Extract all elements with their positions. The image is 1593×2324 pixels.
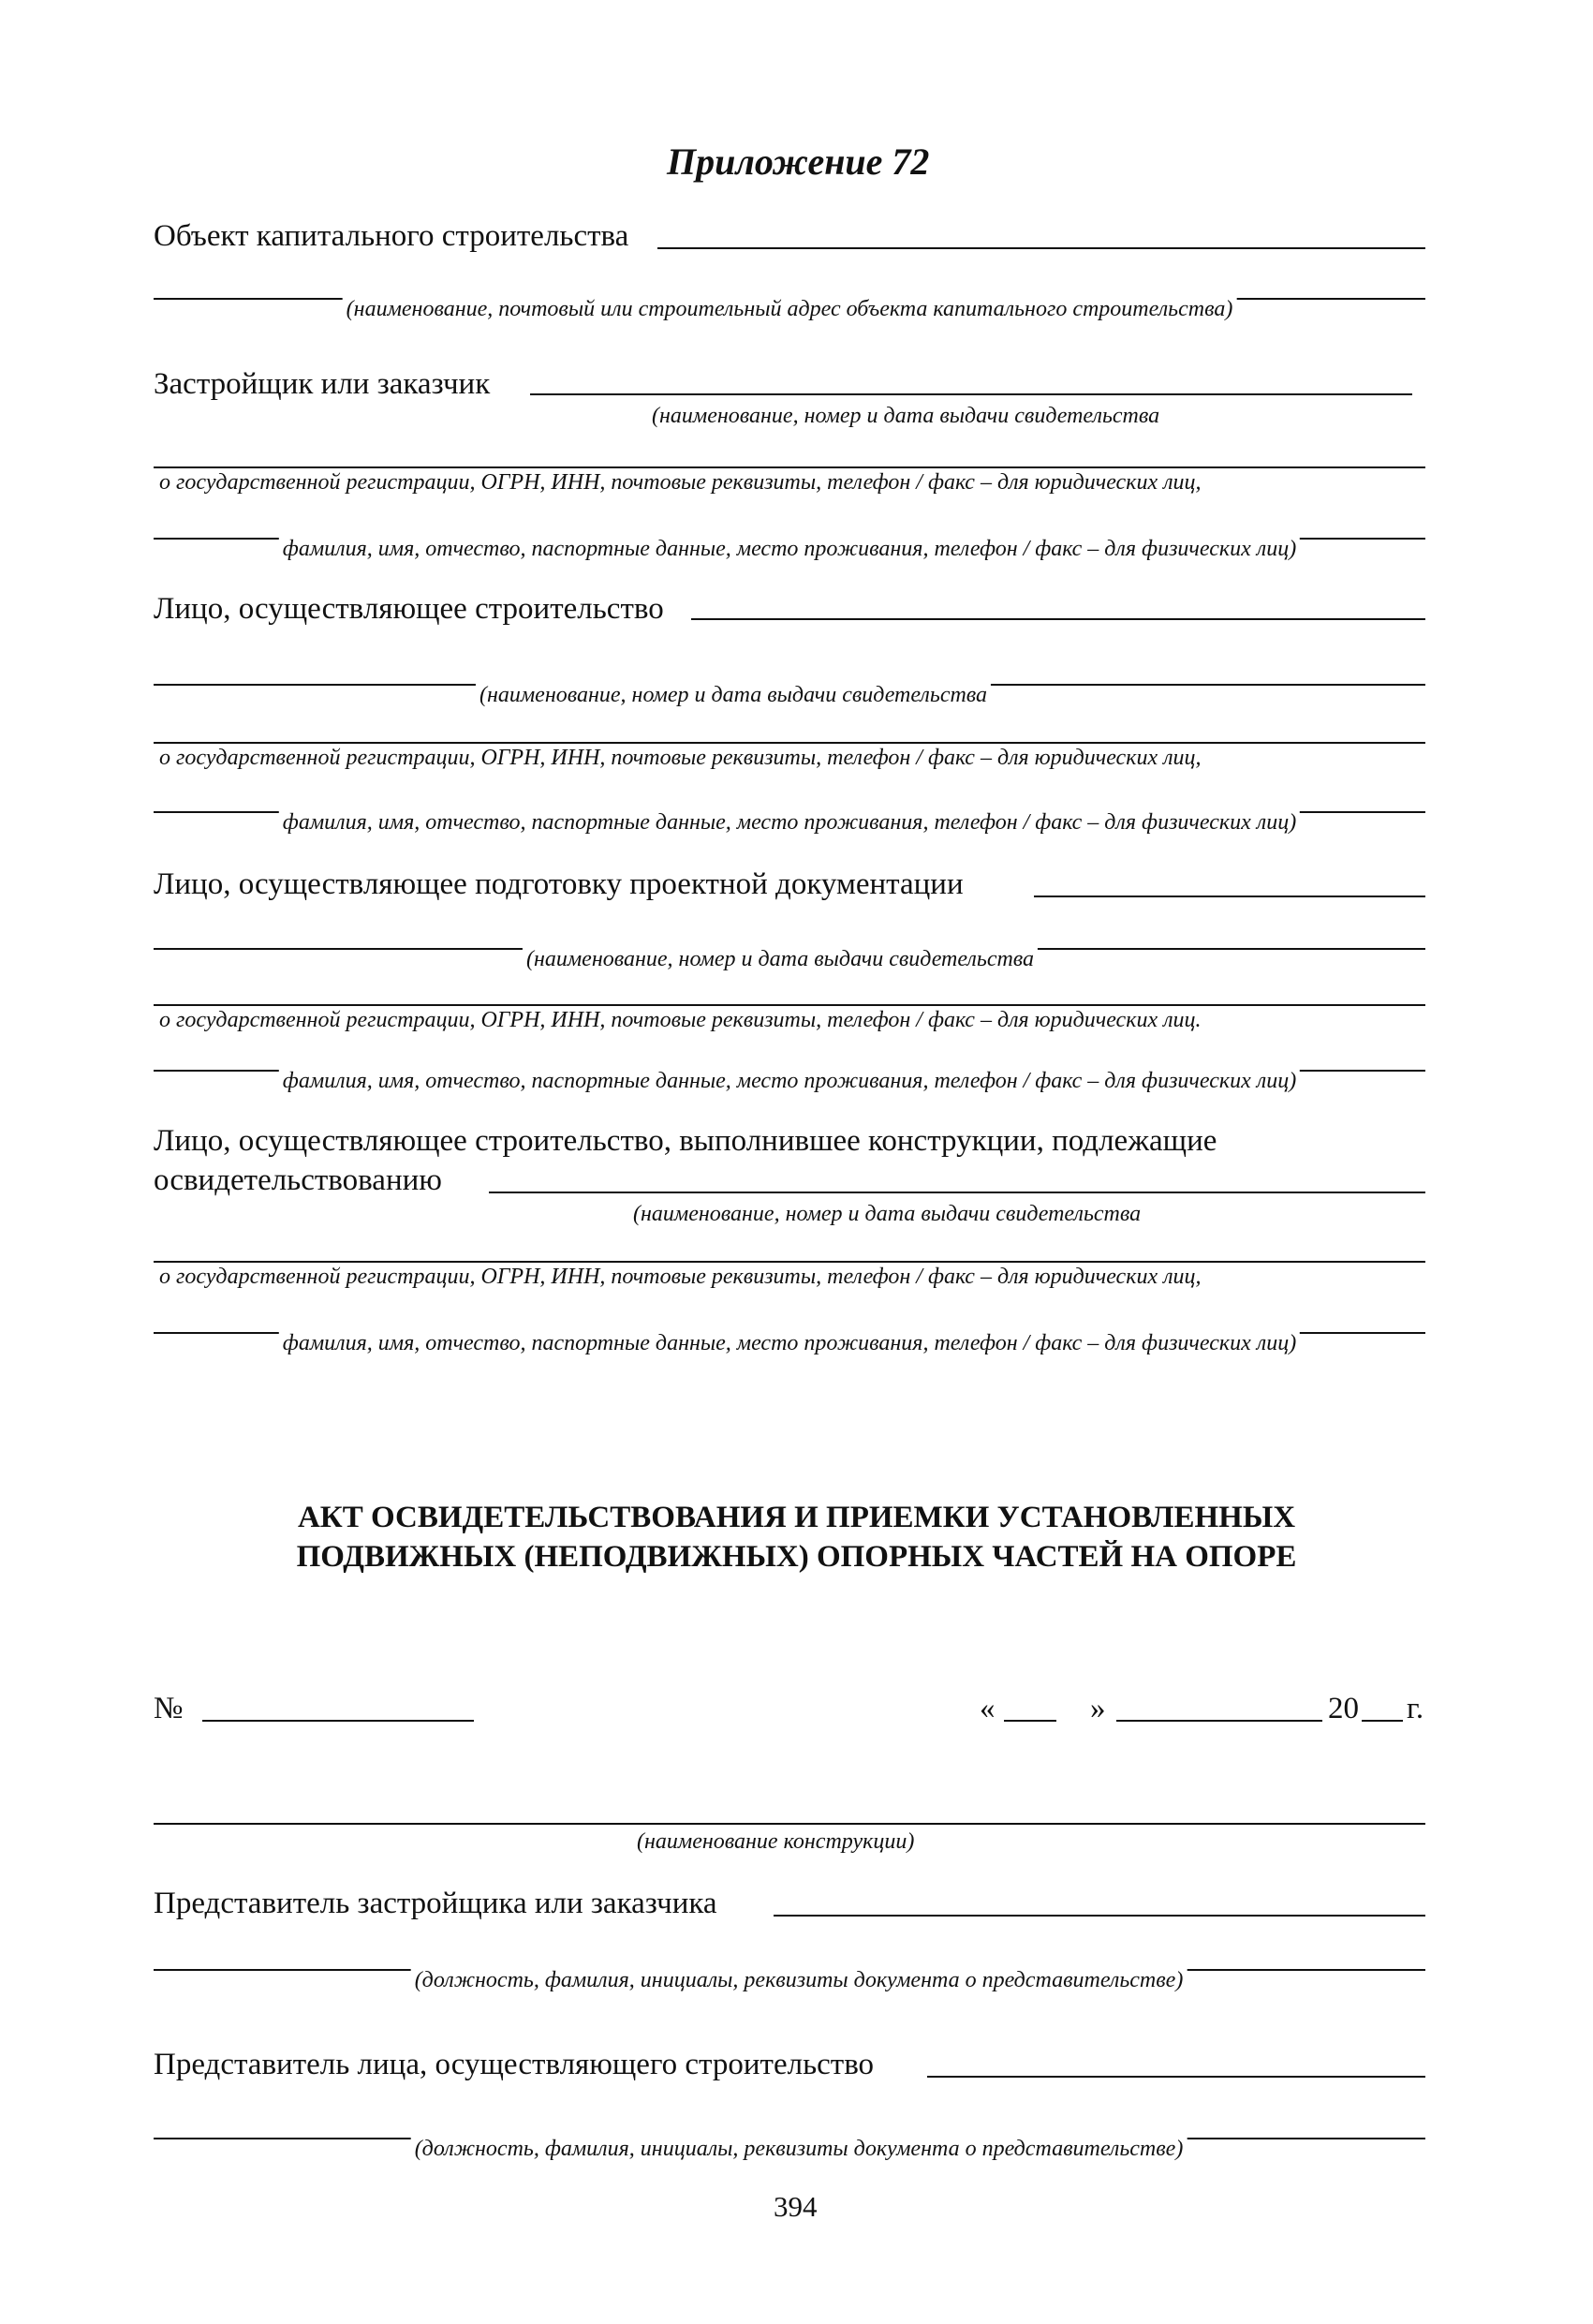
rep-builder-label: Представитель лица, осуществляющего строительство <box>154 2048 875 2081</box>
act-heading-line-1: АКТ ОСВИДЕТЕЛЬСТВОВАНИЯ И ПРИЕМКИ УСТАНОВЛЕННЫХ <box>297 1501 1296 1534</box>
builder-caption-3: фамилия, имя, отчество, паспортные данные, место проживания, телефон / факс – для физических лиц) <box>279 811 1300 834</box>
object-label: Объект капитального строительства <box>154 219 629 253</box>
performer-caption-3: фамилия, имя, отчество, паспортные данные, место проживания, телефон / факс – для физических лиц) <box>279 1332 1300 1354</box>
designer-label: Лицо, осуществляющее подготовку проектной документации <box>154 867 964 901</box>
developer-input-line[interactable] <box>530 393 1412 395</box>
developer-line-2[interactable] <box>154 466 1425 468</box>
date-month-field[interactable] <box>1116 1720 1322 1722</box>
date-quote-close: » <box>1090 1692 1106 1725</box>
page-number: 394 <box>774 2190 818 2223</box>
act-number-field[interactable] <box>202 1720 474 1722</box>
builder-line-2[interactable] <box>154 742 1425 744</box>
builder-caption-1: (наименование, номер и дата выдачи свидетельства <box>476 684 991 706</box>
performer-line-2[interactable] <box>154 1261 1425 1263</box>
builder-label: Лицо, осуществляющее строительство <box>154 592 664 626</box>
date-quote-open: « <box>980 1692 996 1725</box>
performer-label-line-2: освидетельствованию <box>154 1163 442 1197</box>
construction-caption: (наименование конструкции) <box>637 1829 915 1854</box>
date-day-field[interactable] <box>1004 1720 1056 1722</box>
developer-caption-3: фамилия, имя, отчество, паспортные данные, место проживания, телефон / факс – для физических лиц) <box>279 538 1300 560</box>
developer-label: Застройщик или заказчик <box>154 367 491 401</box>
rep-developer-label: Представитель застройщика или заказчика <box>154 1887 717 1920</box>
rep-builder-input-line[interactable] <box>927 2076 1425 2078</box>
rep-developer-caption: (должность, фамилия, инициалы, реквизиты документа о представительстве) <box>411 1969 1187 1991</box>
designer-input-line[interactable] <box>1034 896 1425 897</box>
appendix-title: Приложение 72 <box>667 141 930 183</box>
designer-caption-2: о государственной регистрации, ОГРН, ИНН, почтовые реквизиты, телефон / факс – для юридических лиц. <box>159 1008 1202 1032</box>
performer-label-line-1: Лицо, осуществляющее строительство, выполнившее конструкции, подлежащие <box>154 1124 1217 1158</box>
designer-caption-1: (наименование, номер и дата выдачи свидетельства <box>523 948 1038 970</box>
developer-caption-2: о государственной регистрации, ОГРН, ИНН, почтовые реквизиты, телефон / факс – для юридических лиц, <box>159 470 1202 495</box>
object-caption: (наименование, почтовый или строительный адрес объекта капитального строительства) <box>343 298 1237 320</box>
developer-caption-1: (наименование, номер и дата выдачи свидетельства <box>652 404 1160 428</box>
rep-builder-caption: (должность, фамилия, инициалы, реквизиты документа о представительстве) <box>411 2138 1187 2160</box>
designer-line-2[interactable] <box>154 1004 1425 1006</box>
builder-input-line[interactable] <box>691 618 1425 620</box>
performer-caption-1: (наименование, номер и дата выдачи свидетельства <box>633 1202 1142 1226</box>
date-year-field[interactable] <box>1362 1720 1403 1722</box>
act-heading-line-2: ПОДВИЖНЫХ (НЕПОДВИЖНЫХ) ОПОРНЫХ ЧАСТЕЙ НА ОПОРЕ <box>296 1540 1297 1574</box>
designer-caption-3: фамилия, имя, отчество, паспортные данные, место проживания, телефон / факс – для физических лиц) <box>279 1070 1300 1092</box>
performer-caption-2: о государственной регистрации, ОГРН, ИНН, почтовые реквизиты, телефон / факс – для юридических лиц, <box>159 1265 1202 1289</box>
object-input-line[interactable] <box>657 247 1425 249</box>
date-year-prefix: 20 <box>1328 1692 1359 1725</box>
builder-caption-2: о государственной регистрации, ОГРН, ИНН, почтовые реквизиты, телефон / факс – для юридических лиц, <box>159 746 1202 770</box>
act-number-sign: № <box>154 1692 184 1725</box>
rep-developer-input-line[interactable] <box>774 1915 1425 1917</box>
date-year-suffix: г. <box>1407 1692 1424 1725</box>
construction-name-field[interactable] <box>154 1823 1425 1825</box>
performer-input-line[interactable] <box>489 1192 1425 1193</box>
